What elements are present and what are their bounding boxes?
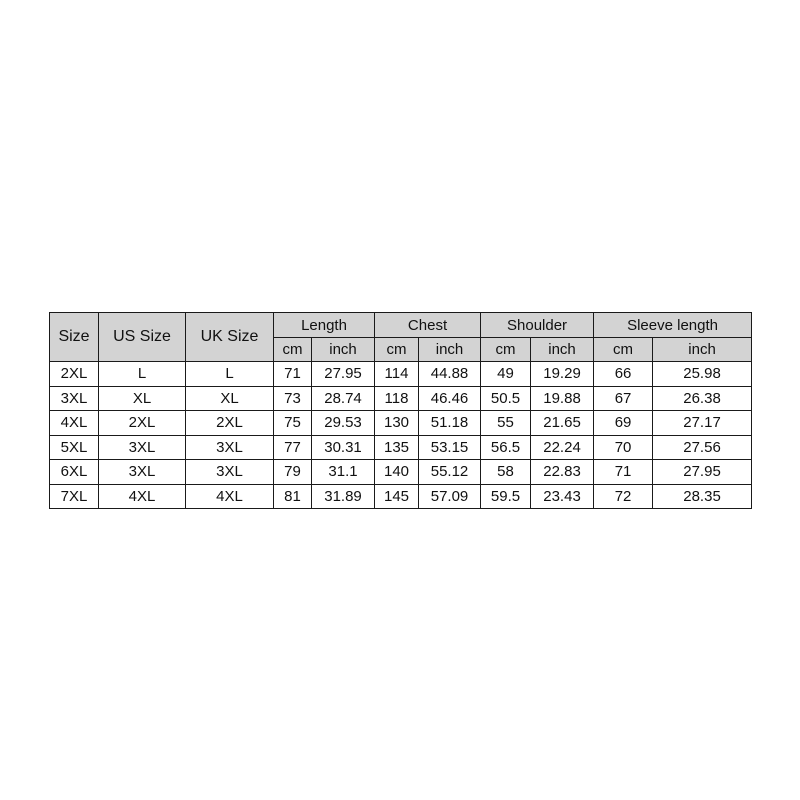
cell-shoulder-cm: 55 (481, 411, 531, 436)
header-shoulder: Shoulder (481, 313, 594, 338)
header-group-row (50, 313, 752, 338)
cell-sleeve-inch: 28.35 (653, 484, 752, 509)
cell-shoulder-inch: 19.29 (531, 362, 594, 387)
unit-sleeve-inch: inch (653, 338, 752, 362)
cell-chest-inch: 53.15 (419, 435, 481, 460)
unit-chest-cm: cm (375, 338, 419, 362)
table-row (50, 411, 752, 436)
cell-length-inch: 29.53 (312, 411, 375, 436)
cell-length-cm: 71 (274, 362, 312, 387)
cell-length-inch: 31.1 (312, 460, 375, 485)
cell-chest-cm: 145 (375, 484, 419, 509)
header-size: Size (50, 313, 99, 362)
table-header (50, 313, 752, 362)
cell-shoulder-inch: 22.83 (531, 460, 594, 485)
cell-shoulder-cm: 58 (481, 460, 531, 485)
unit-length-cm: cm (274, 338, 312, 362)
table-row (50, 435, 752, 460)
cell-chest-cm: 130 (375, 411, 419, 436)
header-chest: Chest (375, 313, 481, 338)
unit-length-inch: inch (312, 338, 375, 362)
cell-length-cm: 79 (274, 460, 312, 485)
cell-chest-cm: 118 (375, 386, 419, 411)
header-length: Length (274, 313, 375, 338)
cell-chest-inch: 44.88 (419, 362, 481, 387)
table-body (50, 362, 752, 509)
cell-sleeve-cm: 69 (594, 411, 653, 436)
cell-us-size: XL (99, 386, 186, 411)
cell-size: 4XL (50, 411, 99, 436)
cell-us-size: 3XL (99, 435, 186, 460)
cell-size: 5XL (50, 435, 99, 460)
unit-shoulder-inch: inch (531, 338, 594, 362)
unit-chest-inch: inch (419, 338, 481, 362)
cell-us-size: L (99, 362, 186, 387)
cell-size: 3XL (50, 386, 99, 411)
cell-chest-inch: 51.18 (419, 411, 481, 436)
cell-size: 6XL (50, 460, 99, 485)
cell-size: 2XL (50, 362, 99, 387)
cell-chest-inch: 55.12 (419, 460, 481, 485)
cell-us-size: 3XL (99, 460, 186, 485)
cell-us-size: 2XL (99, 411, 186, 436)
cell-sleeve-inch: 27.56 (653, 435, 752, 460)
table-row (50, 386, 752, 411)
cell-shoulder-cm: 50.5 (481, 386, 531, 411)
cell-chest-inch: 57.09 (419, 484, 481, 509)
cell-uk-size: 3XL (186, 460, 274, 485)
cell-uk-size: 2XL (186, 411, 274, 436)
cell-size: 7XL (50, 484, 99, 509)
cell-length-cm: 81 (274, 484, 312, 509)
cell-us-size: 4XL (99, 484, 186, 509)
cell-sleeve-inch: 25.98 (653, 362, 752, 387)
cell-sleeve-cm: 70 (594, 435, 653, 460)
table-row (50, 460, 752, 485)
cell-uk-size: L (186, 362, 274, 387)
cell-sleeve-cm: 72 (594, 484, 653, 509)
cell-sleeve-inch: 26.38 (653, 386, 752, 411)
cell-length-cm: 77 (274, 435, 312, 460)
cell-length-inch: 27.95 (312, 362, 375, 387)
size-chart-table (49, 312, 752, 509)
table-row (50, 484, 752, 509)
cell-length-inch: 31.89 (312, 484, 375, 509)
cell-sleeve-cm: 66 (594, 362, 653, 387)
unit-shoulder-cm: cm (481, 338, 531, 362)
cell-chest-cm: 140 (375, 460, 419, 485)
cell-sleeve-cm: 67 (594, 386, 653, 411)
cell-chest-inch: 46.46 (419, 386, 481, 411)
header-sleeve-length: Sleeve length (594, 313, 752, 338)
cell-shoulder-cm: 56.5 (481, 435, 531, 460)
cell-uk-size: 3XL (186, 435, 274, 460)
cell-length-cm: 75 (274, 411, 312, 436)
header-uk-size: UK Size (186, 313, 274, 362)
cell-uk-size: XL (186, 386, 274, 411)
cell-shoulder-cm: 59.5 (481, 484, 531, 509)
cell-shoulder-cm: 49 (481, 362, 531, 387)
cell-shoulder-inch: 21.65 (531, 411, 594, 436)
header-us-size: US Size (99, 313, 186, 362)
cell-chest-cm: 114 (375, 362, 419, 387)
cell-length-inch: 30.31 (312, 435, 375, 460)
cell-sleeve-cm: 71 (594, 460, 653, 485)
cell-chest-cm: 135 (375, 435, 419, 460)
cell-uk-size: 4XL (186, 484, 274, 509)
cell-sleeve-inch: 27.95 (653, 460, 752, 485)
cell-shoulder-inch: 19.88 (531, 386, 594, 411)
cell-length-cm: 73 (274, 386, 312, 411)
cell-shoulder-inch: 22.24 (531, 435, 594, 460)
cell-length-inch: 28.74 (312, 386, 375, 411)
cell-shoulder-inch: 23.43 (531, 484, 594, 509)
cell-sleeve-inch: 27.17 (653, 411, 752, 436)
table-row (50, 362, 752, 387)
unit-sleeve-cm: cm (594, 338, 653, 362)
